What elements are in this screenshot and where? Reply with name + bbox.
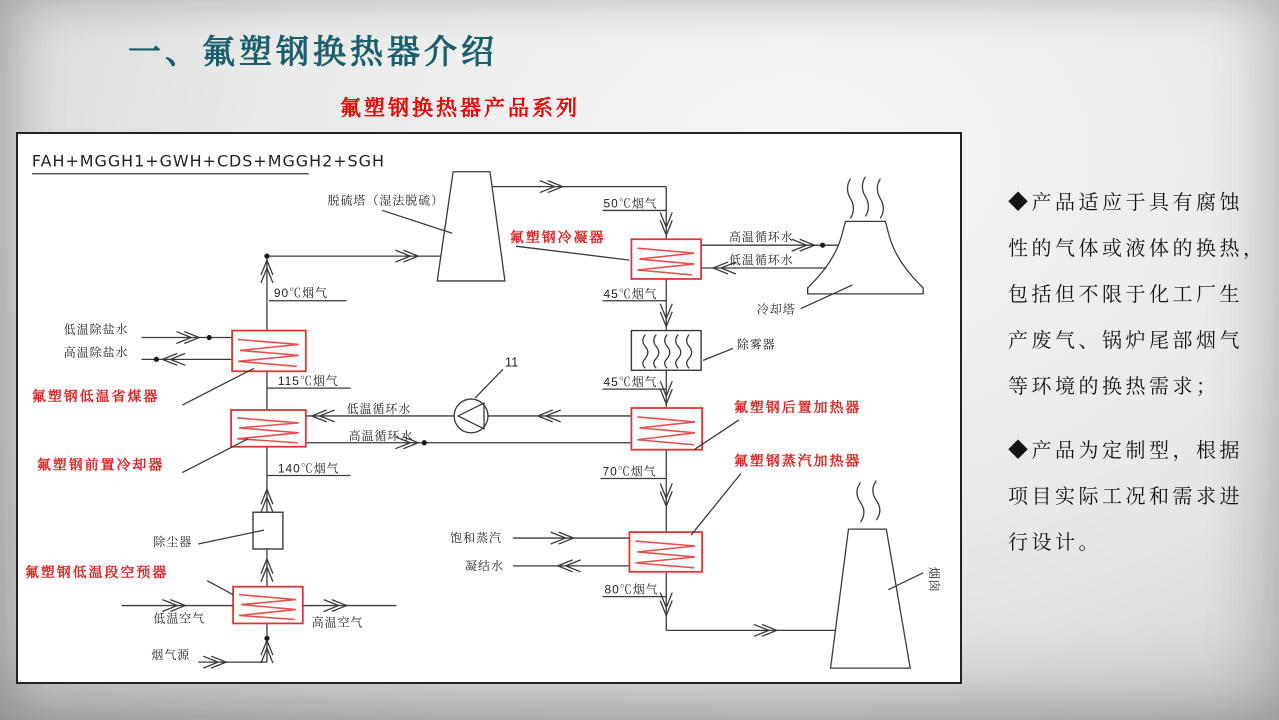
demister-label: 除雾器: [736, 337, 776, 352]
diagram-subtitle: 氟塑钢换热器产品系列: [340, 97, 580, 120]
flow-diagram-panel: [16, 132, 962, 684]
page-title: 一、氟塑钢换热器介绍: [128, 33, 498, 70]
hot-air-label: 高温空气: [311, 615, 364, 630]
note-line: 性的气体或液体的换热，: [1008, 238, 1267, 260]
note-line: 包括但不限于化工厂生: [1008, 284, 1243, 306]
pump-icon: [454, 399, 488, 433]
hot-desalted-water-label: 高温除盐水: [63, 345, 129, 360]
demister-leader: [703, 348, 733, 360]
desulfurization-tower-label: 脱硫塔（湿法脱硫）: [327, 193, 445, 208]
flue-45a-label: 45℃烟气: [603, 286, 658, 301]
post-heater-label: 氟塑钢后置加热器: [733, 398, 862, 415]
flue-50-label: 50℃烟气: [603, 196, 658, 211]
pump-leader: [475, 369, 503, 398]
note-line: 等环境的换热需求；: [1008, 376, 1220, 398]
dust-collector-label: 除尘器: [153, 535, 193, 549]
chimney-smoke-icon: [857, 480, 880, 522]
cooling-tower-leader: [801, 285, 853, 309]
steam-heater-leader: [691, 474, 741, 536]
flue-80-label: 80℃烟气: [604, 582, 659, 597]
note-line: 产废气、锅炉尾部烟气: [1008, 330, 1243, 352]
flue-70-label: 70℃烟气: [602, 464, 657, 479]
cold-circ-water-loop-label: 低温循环水: [346, 401, 412, 416]
hot-circ-water-loop-label: 高温循环水: [348, 428, 414, 443]
desulfurization-tower-leader: [382, 210, 452, 233]
flue-90-label: 90℃烟气: [273, 285, 328, 300]
flue-115-label: 115℃烟气: [277, 374, 339, 389]
hot-circ-water-top-label: 高温循环水: [728, 230, 794, 245]
chimney-shape: [831, 529, 911, 668]
condenser-leader: [516, 246, 630, 260]
economizer-leader: [182, 368, 254, 405]
desulfurization-tower-shape: [437, 172, 505, 281]
chimney-leader: [888, 573, 923, 590]
pre-cooler-leader: [182, 439, 248, 473]
flue-45b-label: 45℃烟气: [603, 375, 658, 390]
economizer-label: 氟塑钢低温省煤器: [31, 388, 160, 405]
steam-heater-label: 氟塑钢蒸汽加热器: [733, 452, 862, 469]
cold-air-label: 低温空气: [153, 611, 206, 626]
cooling-tower-shape: [808, 221, 924, 293]
flue-140-label: 140℃烟气: [277, 461, 340, 476]
pre-cooler-label: 氟塑钢前置冷却器: [36, 456, 165, 473]
notes-paragraph-1: [1008, 180, 1276, 410]
note-line: 项目实际工况和需求进: [1008, 486, 1243, 508]
notes-paragraph-2: [1008, 428, 1276, 566]
note-line: ◆产品为定制型，根据: [1008, 440, 1243, 462]
configuration-formula: FAH+MGGH1+GWH+CDS+MGGH2+SGH: [31, 151, 385, 171]
saturated-steam-label: 饱和蒸汽: [450, 531, 502, 546]
cooling-tower-steam-icon: [847, 177, 883, 219]
process-flow-diagram: [18, 134, 960, 682]
condenser-label: 氟塑钢冷凝器: [509, 229, 606, 246]
cold-circ-water-top-label: 低温循环水: [728, 253, 794, 268]
dust-collector-box: [253, 512, 283, 549]
condensate-label: 凝结水: [465, 558, 504, 573]
note-line: ◆产品适应于具有腐蚀: [1008, 192, 1243, 214]
note-line: 行设计。: [1008, 532, 1102, 554]
cold-desalted-water-label: 低温除盐水: [63, 322, 129, 337]
air-preheater-label: 氟塑钢低温段空预器: [24, 563, 169, 580]
cooling-tower-label: 冷却塔: [756, 302, 796, 317]
air-preheater-leader: [207, 581, 233, 595]
flue-gas-source-label: 烟气源: [151, 648, 191, 663]
pump-tag: 11: [504, 354, 519, 370]
chimney-label: 烟囱: [927, 566, 942, 593]
